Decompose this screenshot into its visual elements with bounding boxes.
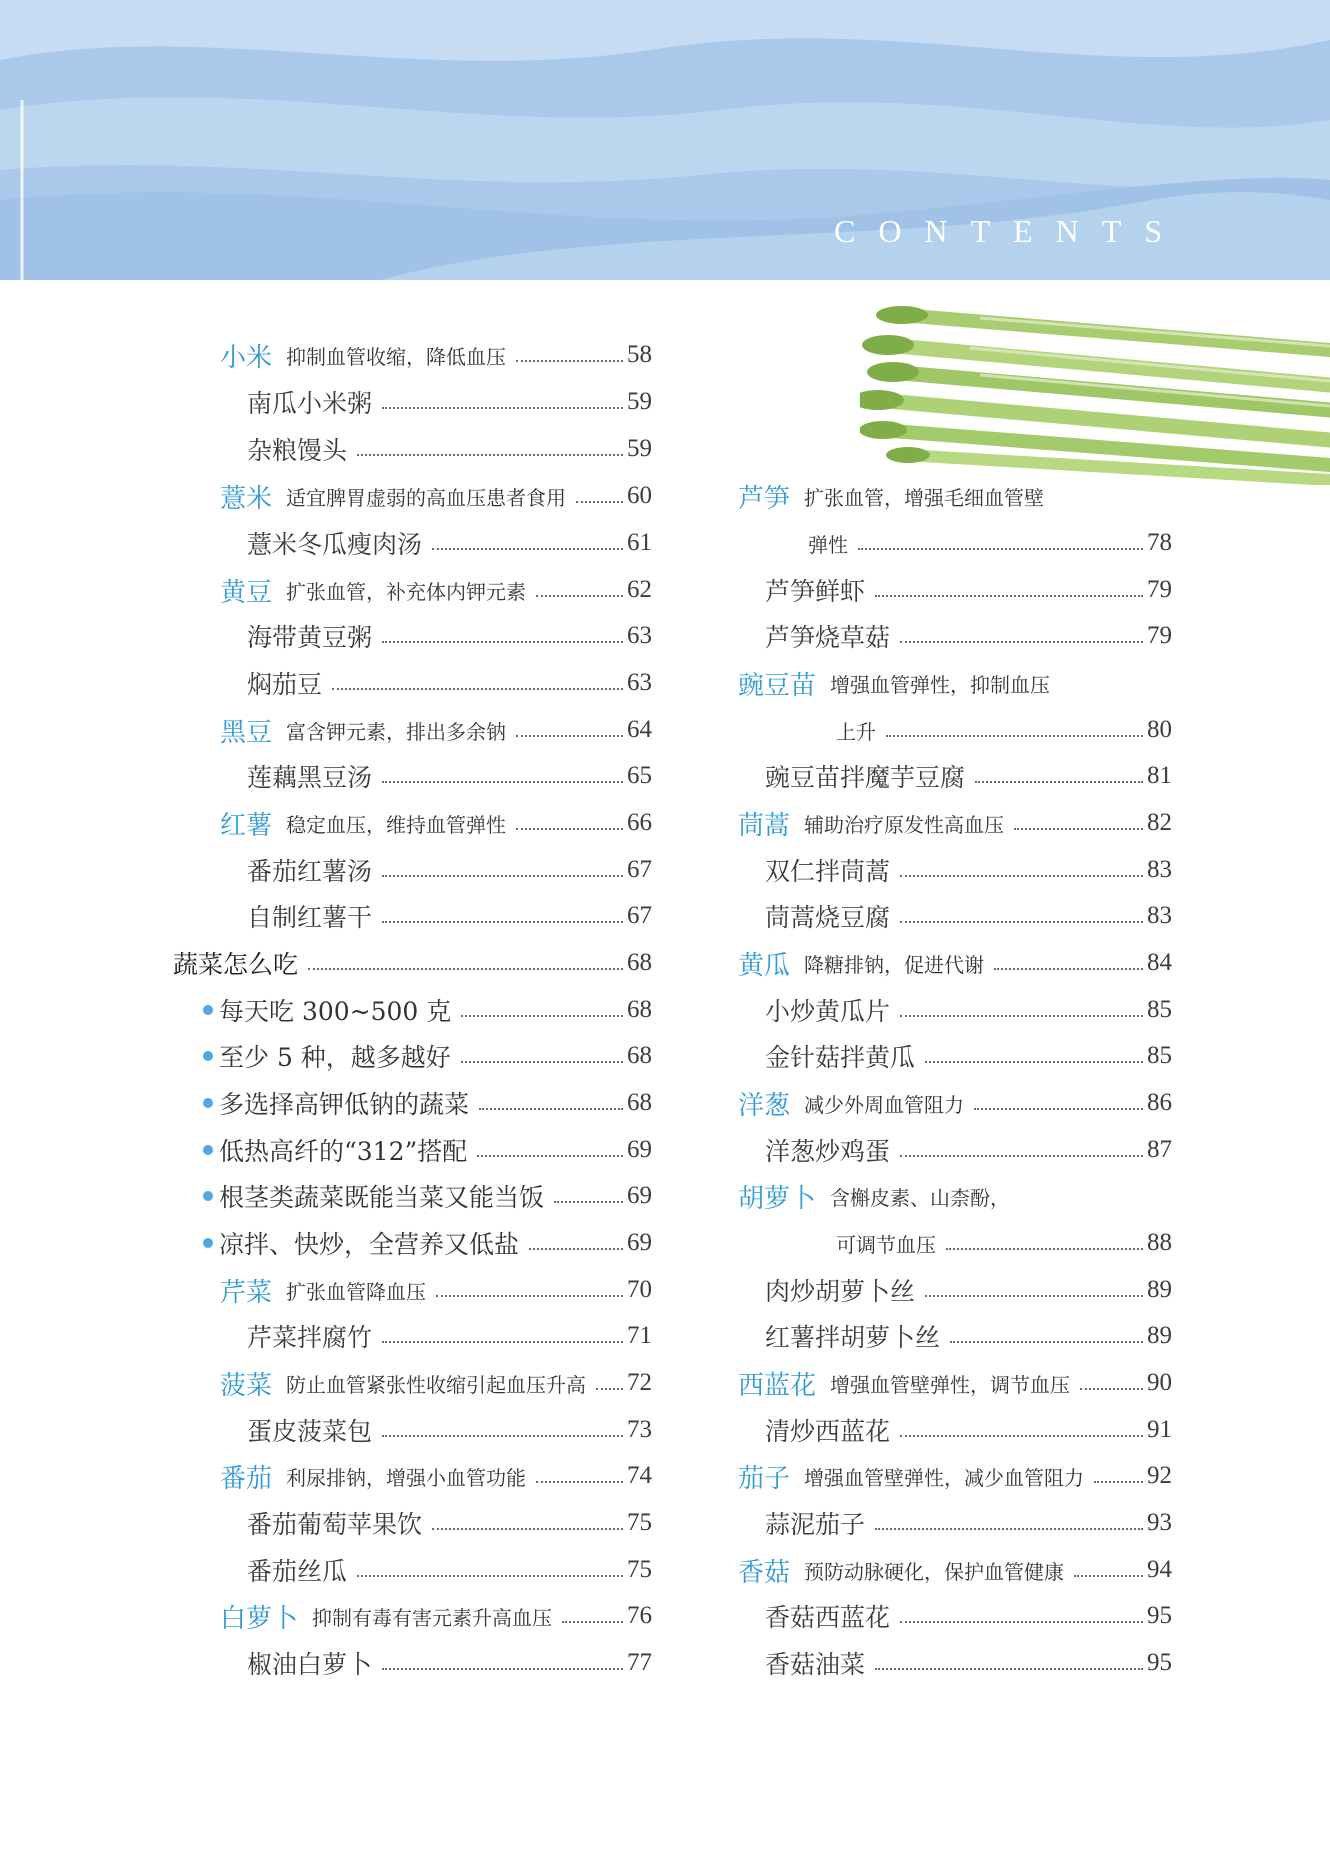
food-name: 胡萝卜	[738, 1183, 817, 1214]
page-number: 69	[627, 1229, 652, 1256]
recipe-entry[interactable]	[765, 753, 1172, 799]
page-number: 77	[627, 1649, 652, 1676]
dot-leader	[461, 1015, 623, 1017]
page-number: 58	[627, 341, 652, 368]
bullet-dot-icon	[203, 1238, 213, 1248]
bullet-entry[interactable]	[203, 1220, 652, 1266]
food-name: 芦笋	[738, 483, 791, 514]
page-number: 75	[627, 1556, 652, 1583]
dot-leader	[900, 641, 1143, 643]
page-number: 79	[1147, 622, 1172, 649]
page-number: 60	[627, 482, 652, 509]
asparagus-image	[860, 290, 1330, 485]
food-benefit: 防止血管紧张性收缩引起血压升高	[286, 1372, 587, 1397]
food-entry-bailuobo[interactable]	[220, 1593, 652, 1639]
food-entry-hongshu[interactable]	[220, 800, 652, 846]
food-benefit: 减少外周血管阻力	[804, 1092, 965, 1117]
recipe-title: 小炒黄瓜片	[765, 997, 891, 1026]
page-number: 68	[627, 949, 652, 976]
recipe-entry[interactable]	[247, 1640, 652, 1686]
food-benefit: 适宜脾胃虚弱的高血压患者食用	[286, 485, 567, 510]
page-number: 89	[1147, 1322, 1172, 1349]
food-benefit: 辅助治疗原发性高血压	[804, 812, 1005, 837]
food-name: 芹菜	[220, 1277, 273, 1308]
food-name: 小米	[220, 342, 273, 373]
food-benefit: 富含钾元素，排出多余钠	[286, 719, 507, 744]
dot-leader	[900, 1015, 1143, 1017]
dot-leader	[479, 1108, 623, 1110]
bullet-dot-icon	[203, 1098, 213, 1108]
page-number: 63	[627, 622, 652, 649]
food-name: 豌豆苗	[738, 670, 817, 701]
recipe-title: 海带黄豆粥	[247, 623, 373, 652]
dot-leader	[886, 735, 1143, 737]
bullet-dot-icon	[203, 1191, 213, 1201]
food-entry-heidou[interactable]	[220, 707, 652, 753]
recipe-title: 香菇油菜	[765, 1650, 866, 1679]
bullet-text: 每天吃 300~500 克	[219, 997, 452, 1026]
food-entry-qincai[interactable]	[220, 1267, 652, 1313]
dot-leader	[536, 1481, 623, 1483]
recipe-title: 茼蒿烧豆腐	[765, 903, 891, 932]
bullet-dot-icon	[203, 1005, 213, 1015]
dot-leader	[357, 1575, 623, 1577]
recipe-title: 自制红薯干	[247, 903, 373, 932]
page-number: 75	[627, 1509, 652, 1536]
page-number: 92	[1147, 1462, 1172, 1489]
food-name: 西蓝花	[738, 1370, 817, 1401]
dot-leader	[875, 595, 1143, 597]
dot-leader	[994, 968, 1143, 970]
page-number: 73	[627, 1416, 652, 1443]
dot-leader	[516, 735, 623, 737]
food-entry-xianggu[interactable]	[738, 1547, 1172, 1593]
bullet-entry[interactable]	[203, 1173, 652, 1219]
food-name: 香菇	[738, 1557, 791, 1588]
page-number: 66	[627, 809, 652, 836]
food-entry-lusun-cont[interactable]	[808, 520, 1172, 566]
dot-leader	[477, 1155, 623, 1157]
page-number: 78	[1147, 529, 1172, 556]
page-number: 81	[1147, 762, 1172, 789]
dot-leader	[382, 875, 623, 877]
dot-leader	[432, 1528, 623, 1530]
food-name: 黄豆	[220, 577, 273, 608]
bullet-text: 至少 5 种，越多越好	[219, 1043, 451, 1072]
page-number: 85	[1147, 996, 1172, 1023]
page-number: 90	[1147, 1369, 1172, 1396]
recipe-entry[interactable]	[765, 1593, 1172, 1639]
dot-leader	[1080, 1388, 1143, 1390]
page-number: 87	[1147, 1136, 1172, 1163]
food-benefit: 增强血管壁弹性，减少血管阻力	[804, 1465, 1085, 1490]
page-number: 70	[627, 1276, 652, 1303]
recipe-title: 莲藕黑豆汤	[247, 763, 373, 792]
dot-leader	[576, 501, 623, 503]
food-entry-huluobo[interactable]	[738, 1173, 1010, 1219]
recipe-title: 番茄葡萄苹果饮	[247, 1510, 423, 1539]
recipe-title: 焖茄豆	[247, 670, 323, 699]
bullet-text: 多选择高钾低钠的蔬菜	[219, 1090, 470, 1119]
page-number: 63	[627, 669, 652, 696]
dot-leader	[516, 828, 623, 830]
dot-leader	[596, 1388, 623, 1390]
recipe-entry[interactable]	[765, 847, 1172, 893]
food-entry-lusun[interactable]	[738, 473, 1044, 519]
dot-leader	[382, 1668, 623, 1670]
food-entry-xilanhua[interactable]	[738, 1360, 1172, 1406]
page-number: 80	[1147, 716, 1172, 743]
food-benefit: 稳定血压，维持血管弹性	[286, 812, 507, 837]
bullet-entry[interactable]	[203, 1033, 652, 1079]
recipe-title: 香菇西蓝花	[765, 1603, 891, 1632]
food-benefit: 增强血管壁弹性，调节血压	[830, 1372, 1071, 1397]
recipe-title: 双仁拌茼蒿	[765, 857, 891, 886]
dot-leader	[900, 875, 1143, 877]
recipe-title: 红薯拌胡萝卜丝	[765, 1323, 941, 1352]
bullet-text: 根茎类蔬菜既能当菜又能当饭	[219, 1183, 545, 1212]
recipe-entry[interactable]	[247, 1547, 652, 1593]
dot-leader	[461, 1061, 623, 1063]
page-number: 95	[1147, 1602, 1172, 1629]
dot-leader	[536, 595, 623, 597]
page-number: 84	[1147, 949, 1172, 976]
page-number: 83	[1147, 856, 1172, 883]
dot-leader	[900, 921, 1143, 923]
dot-leader	[1094, 1481, 1143, 1483]
recipe-entry[interactable]	[765, 567, 1172, 613]
recipe-title: 豌豆苗拌魔芋豆腐	[765, 763, 966, 792]
page-number: 62	[627, 576, 652, 603]
recipe-title: 薏米冬瓜瘦肉汤	[247, 530, 423, 559]
page-number: 89	[1147, 1276, 1172, 1303]
recipe-title: 椒油白萝卜	[247, 1650, 373, 1679]
dot-leader	[554, 1201, 623, 1203]
food-benefit: 扩张血管，补充体内钾元素	[286, 579, 527, 604]
bullet-entry[interactable]	[203, 1080, 652, 1126]
food-benefit: 抑制有毒有害元素升高血压	[312, 1605, 553, 1630]
recipe-title: 清炒西蓝花	[765, 1417, 891, 1446]
page-number: 68	[627, 1042, 652, 1069]
food-entry-qiezi[interactable]	[738, 1453, 1172, 1499]
page-number: 93	[1147, 1509, 1172, 1536]
recipe-title: 肉炒胡萝卜丝	[765, 1277, 916, 1306]
recipe-entry[interactable]	[247, 753, 652, 799]
page-number: 94	[1147, 1556, 1172, 1583]
food-benefit: 预防动脉硬化，保护血管健康	[804, 1559, 1065, 1584]
recipe-entry[interactable]	[247, 893, 652, 939]
food-benefit: 含槲皮素、山柰酚，	[830, 1185, 1011, 1210]
page-number: 72	[627, 1369, 652, 1396]
page-number: 59	[627, 435, 652, 462]
page-number: 83	[1147, 902, 1172, 929]
recipe-entry[interactable]	[765, 613, 1172, 659]
recipe-entry[interactable]	[765, 1640, 1172, 1686]
dot-leader	[308, 968, 623, 970]
page-number: 79	[1147, 576, 1172, 603]
recipe-entry[interactable]	[247, 1407, 652, 1453]
recipe-entry[interactable]	[765, 1313, 1172, 1359]
food-benefit-cont: 上升	[836, 719, 876, 744]
recipe-entry[interactable]	[765, 1500, 1172, 1546]
food-entry-fanqie[interactable]	[220, 1453, 652, 1499]
page-number: 86	[1147, 1089, 1172, 1116]
recipe-title: 芹菜拌腐竹	[247, 1323, 373, 1352]
page-number: 95	[1147, 1649, 1172, 1676]
page-number: 85	[1147, 1042, 1172, 1069]
page-number: 65	[627, 762, 652, 789]
contents-title: CONTENTS	[834, 213, 1186, 249]
section-entry-vegetables[interactable]	[173, 940, 652, 986]
page-number: 69	[627, 1182, 652, 1209]
page-number: 59	[627, 388, 652, 415]
recipe-entry[interactable]	[247, 1500, 652, 1546]
page-number: 82	[1147, 809, 1172, 836]
page-number: 68	[627, 1089, 652, 1116]
dot-leader	[1074, 1575, 1143, 1577]
dot-leader	[900, 1435, 1143, 1437]
food-benefit: 扩张血管降血压	[286, 1279, 427, 1304]
recipe-entry[interactable]	[765, 1267, 1172, 1313]
food-name: 黄瓜	[738, 950, 791, 981]
food-entry-huluobo-cont[interactable]	[836, 1220, 1172, 1266]
food-name: 红薯	[220, 810, 273, 841]
header-banner	[0, 0, 1330, 280]
dot-leader	[382, 921, 623, 923]
food-benefit-cont: 弹性	[808, 532, 848, 557]
dot-leader	[516, 360, 623, 362]
page-number: 88	[1147, 1229, 1172, 1256]
recipe-entry[interactable]	[247, 613, 652, 659]
bullet-text: 凉拌、快炒，全营养又低盐	[219, 1230, 520, 1259]
page-number: 91	[1147, 1416, 1172, 1443]
section-title: 蔬菜怎么吃	[173, 950, 299, 979]
dot-leader	[357, 454, 623, 456]
food-name: 番茄	[220, 1463, 273, 1494]
recipe-entry[interactable]	[247, 520, 652, 566]
food-entry-huanggua[interactable]	[738, 940, 1172, 986]
dot-leader	[925, 1295, 1143, 1297]
page-number: 64	[627, 716, 652, 743]
page-number: 67	[627, 902, 652, 929]
dot-leader	[925, 1061, 1143, 1063]
recipe-entry[interactable]	[247, 847, 652, 893]
food-entry-huangdou[interactable]	[220, 567, 652, 613]
dot-leader	[950, 1341, 1143, 1343]
recipe-title: 番茄红薯汤	[247, 857, 373, 886]
food-benefit: 利尿排钠，增强小血管功能	[286, 1465, 527, 1490]
recipe-entry[interactable]	[765, 1033, 1172, 1079]
food-name: 洋葱	[738, 1090, 791, 1121]
food-entry-yangcong[interactable]	[738, 1080, 1172, 1126]
dot-leader	[382, 781, 623, 783]
recipe-title: 蒜泥茄子	[765, 1510, 866, 1539]
recipe-entry[interactable]	[765, 1407, 1172, 1453]
food-entry-bocai[interactable]	[220, 1360, 652, 1406]
dot-leader	[382, 641, 623, 643]
dot-leader	[974, 1108, 1143, 1110]
bullet-dot-icon	[203, 1051, 213, 1061]
recipe-title: 蛋皮菠菜包	[247, 1417, 373, 1446]
recipe-entry[interactable]	[247, 660, 652, 706]
dot-leader	[946, 1248, 1143, 1250]
recipe-title: 洋葱炒鸡蛋	[765, 1137, 891, 1166]
recipe-entry[interactable]	[247, 1313, 652, 1359]
dot-leader	[875, 1668, 1143, 1670]
bullet-entry[interactable]	[203, 987, 652, 1033]
dot-leader	[975, 781, 1143, 783]
recipe-entry[interactable]	[247, 426, 652, 472]
dot-leader	[436, 1295, 623, 1297]
food-entry-wandoumiao[interactable]	[738, 660, 1050, 706]
recipe-title: 南瓜小米粥	[247, 389, 373, 418]
recipe-entry[interactable]	[765, 893, 1172, 939]
page-number: 61	[627, 529, 652, 556]
food-benefit: 降糖排钠，促进代谢	[804, 952, 985, 977]
food-entry-wandoumiao-cont[interactable]	[836, 707, 1172, 753]
food-benefit-cont: 可调节血压	[836, 1232, 936, 1257]
food-name: 茼蒿	[738, 810, 791, 841]
page-number: 68	[627, 996, 652, 1023]
bullet-entry[interactable]	[203, 1127, 652, 1173]
dot-leader	[858, 548, 1143, 550]
recipe-entry[interactable]	[765, 1127, 1172, 1173]
page-number: 71	[627, 1322, 652, 1349]
dot-leader	[900, 1155, 1143, 1157]
page-number: 74	[627, 1462, 652, 1489]
food-name: 菠菜	[220, 1370, 273, 1401]
food-name: 薏米	[220, 483, 273, 514]
page-number: 76	[627, 1602, 652, 1629]
page-number: 67	[627, 856, 652, 883]
recipe-title: 芦笋烧草菇	[765, 623, 891, 652]
dot-leader	[382, 407, 623, 409]
dot-leader	[529, 1248, 623, 1250]
dot-leader	[382, 1435, 623, 1437]
food-entry-xiaomi[interactable]	[220, 332, 652, 378]
recipe-title: 芦笋鲜虾	[765, 577, 866, 606]
food-name: 茄子	[738, 1463, 791, 1494]
recipe-title: 杂粮馒头	[247, 436, 348, 465]
food-name: 黑豆	[220, 717, 273, 748]
recipe-title: 金针菇拌黄瓜	[765, 1043, 916, 1072]
recipe-entry[interactable]	[765, 987, 1172, 1033]
dot-leader	[875, 1528, 1143, 1530]
dot-leader	[1014, 828, 1143, 830]
dot-leader	[432, 548, 623, 550]
page-number: 69	[627, 1136, 652, 1163]
dot-leader	[562, 1621, 623, 1623]
food-name: 白萝卜	[220, 1603, 299, 1634]
food-benefit: 扩张血管，增强毛细血管壁	[804, 485, 1045, 510]
food-entry-yiyi[interactable]	[220, 473, 652, 519]
food-entry-tonghao[interactable]	[738, 800, 1172, 846]
dot-leader	[900, 1621, 1143, 1623]
recipe-title: 番茄丝瓜	[247, 1557, 348, 1586]
dot-leader	[382, 1341, 623, 1343]
bullet-text: 低热高纤的“312”搭配	[219, 1137, 468, 1166]
bullet-dot-icon	[203, 1145, 213, 1155]
dot-leader	[332, 688, 623, 690]
food-benefit: 增强血管弹性，抑制血压	[830, 672, 1051, 697]
food-benefit: 抑制血管收缩，降低血压	[286, 344, 507, 369]
recipe-entry[interactable]	[247, 379, 652, 425]
